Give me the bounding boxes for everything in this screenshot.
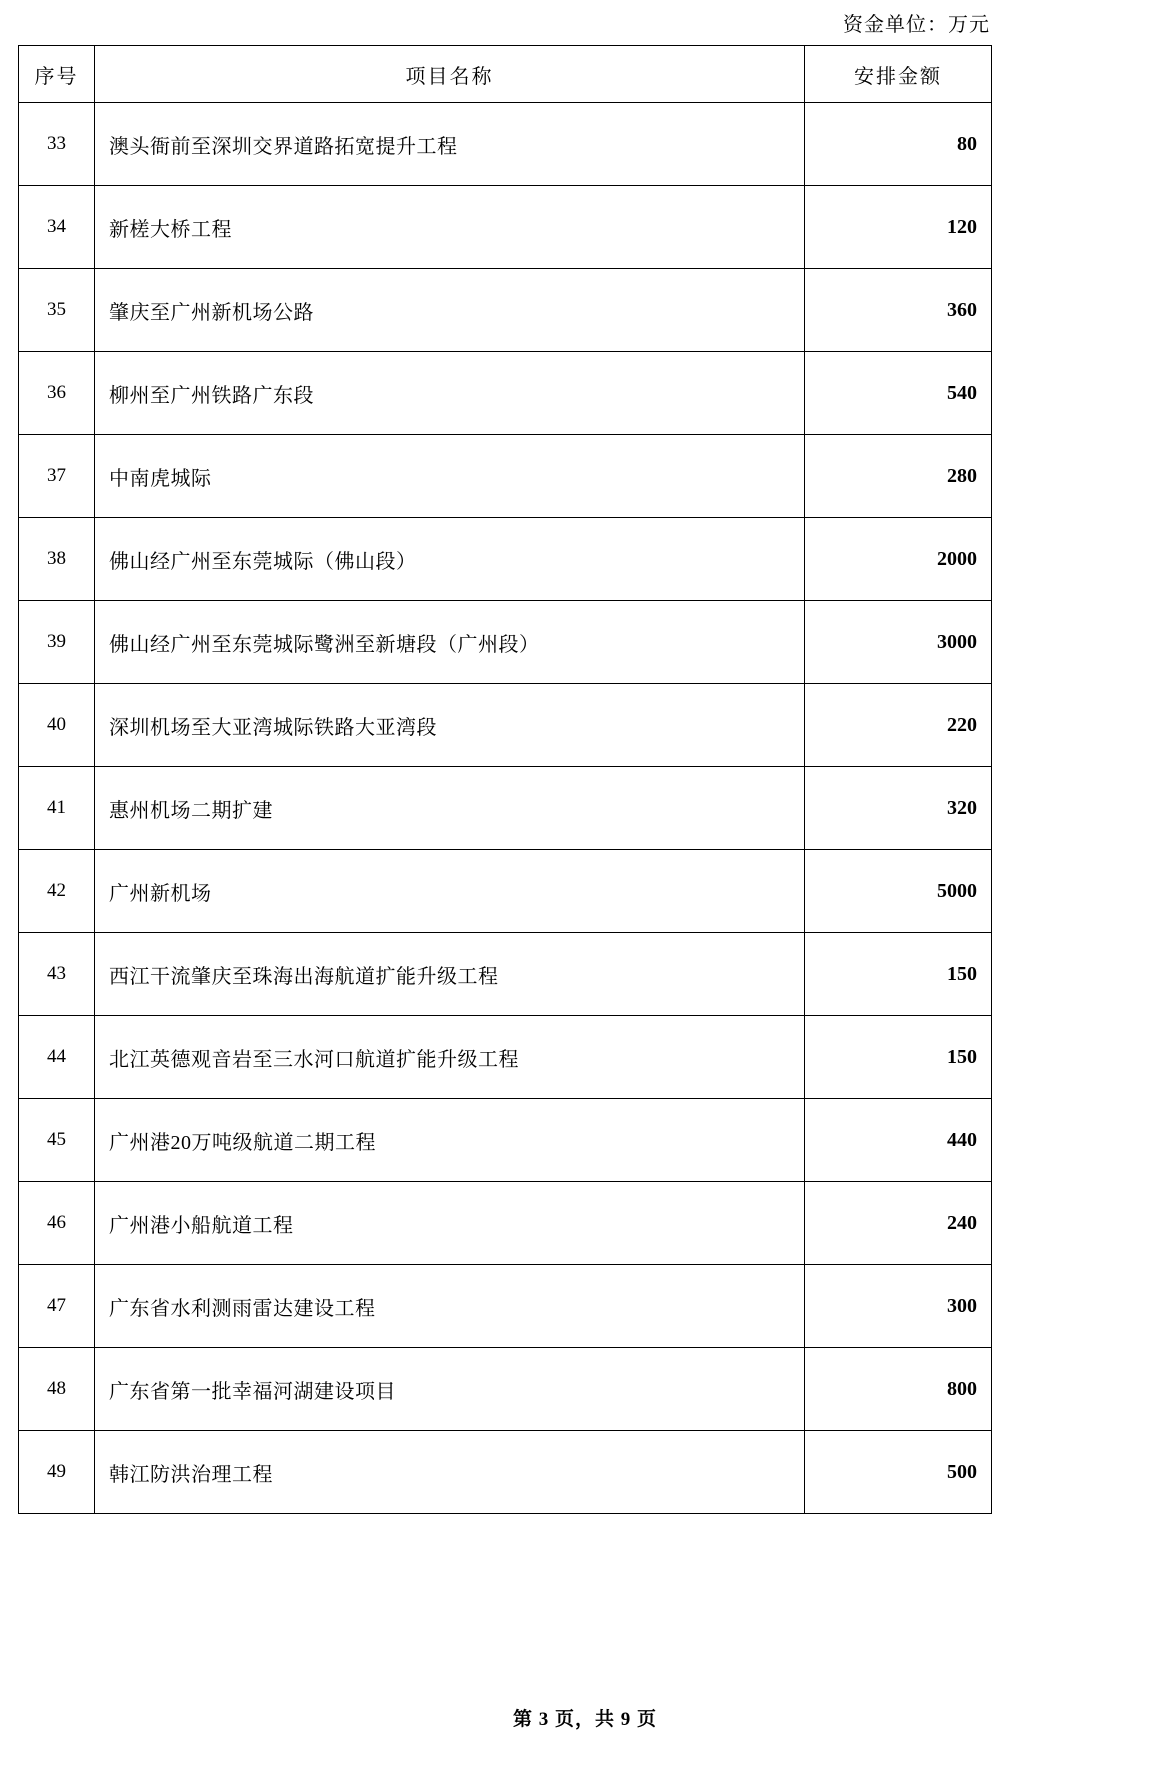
table-row <box>19 601 992 684</box>
column-header-name: 项目名称 <box>95 46 805 103</box>
cell-seq: 45 <box>19 1099 95 1182</box>
table-row <box>19 1348 992 1431</box>
cell-amount: 320 <box>805 767 992 850</box>
table-row <box>19 1016 992 1099</box>
cell-project-name: 惠州机场二期扩建 <box>95 767 805 850</box>
table-row <box>19 1182 992 1265</box>
column-header-amount: 安排金额 <box>805 46 992 103</box>
cell-amount: 500 <box>805 1431 992 1514</box>
table-header <box>19 46 992 103</box>
cell-project-name: 深圳机场至大亚湾城际铁路大亚湾段 <box>95 684 805 767</box>
cell-seq: 35 <box>19 269 95 352</box>
table-row <box>19 933 992 1016</box>
cell-project-name: 柳州至广州铁路广东段 <box>95 352 805 435</box>
cell-seq: 43 <box>19 933 95 1016</box>
table-row <box>19 850 992 933</box>
table-row <box>19 518 992 601</box>
cell-amount: 3000 <box>805 601 992 684</box>
cell-amount: 80 <box>805 103 992 186</box>
cell-amount: 360 <box>805 269 992 352</box>
cell-project-name: 广州港小船航道工程 <box>95 1182 805 1265</box>
cell-seq: 48 <box>19 1348 95 1431</box>
cell-project-name: 新槎大桥工程 <box>95 186 805 269</box>
cell-amount: 150 <box>805 933 992 1016</box>
table-body <box>19 103 992 1514</box>
cell-project-name: 佛山经广州至东莞城际（佛山段） <box>95 518 805 601</box>
project-funding-table <box>18 45 992 1514</box>
cell-amount: 240 <box>805 1182 992 1265</box>
table-row <box>19 1431 992 1514</box>
table-row <box>19 1265 992 1348</box>
cell-seq: 36 <box>19 352 95 435</box>
cell-seq: 41 <box>19 767 95 850</box>
cell-amount: 300 <box>805 1265 992 1348</box>
page-footer: 第 3 页，共 9 页 <box>512 1709 657 1730</box>
cell-project-name: 澳头衙前至深圳交界道路拓宽提升工程 <box>95 103 805 186</box>
column-header-seq: 序号 <box>19 46 95 103</box>
cell-seq: 39 <box>19 601 95 684</box>
table-row <box>19 435 992 518</box>
cell-project-name: 广州新机场 <box>95 850 805 933</box>
cell-seq: 47 <box>19 1265 95 1348</box>
table-row <box>19 352 992 435</box>
cell-amount: 220 <box>805 684 992 767</box>
cell-project-name: 肇庆至广州新机场公路 <box>95 269 805 352</box>
table-row <box>19 103 992 186</box>
cell-seq: 42 <box>19 850 95 933</box>
cell-seq: 40 <box>19 684 95 767</box>
cell-project-name: 北江英德观音岩至三水河口航道扩能升级工程 <box>95 1016 805 1099</box>
cell-seq: 38 <box>19 518 95 601</box>
fund-unit-note: 资金单位：万元 <box>843 14 990 36</box>
cell-amount: 280 <box>805 435 992 518</box>
cell-amount: 2000 <box>805 518 992 601</box>
cell-project-name: 西江干流肇庆至珠海出海航道扩能升级工程 <box>95 933 805 1016</box>
table-row <box>19 1099 992 1182</box>
cell-amount: 800 <box>805 1348 992 1431</box>
cell-project-name: 广东省水利测雨雷达建设工程 <box>95 1265 805 1348</box>
cell-project-name: 广州港20万吨级航道二期工程 <box>95 1099 805 1182</box>
cell-seq: 37 <box>19 435 95 518</box>
cell-amount: 440 <box>805 1099 992 1182</box>
cell-project-name: 中南虎城际 <box>95 435 805 518</box>
cell-amount: 120 <box>805 186 992 269</box>
cell-amount: 540 <box>805 352 992 435</box>
cell-amount: 150 <box>805 1016 992 1099</box>
cell-project-name: 佛山经广州至东莞城际鹭洲至新塘段（广州段） <box>95 601 805 684</box>
cell-seq: 33 <box>19 103 95 186</box>
table-row <box>19 186 992 269</box>
cell-project-name: 韩江防洪治理工程 <box>95 1431 805 1514</box>
table-header-row <box>19 46 992 103</box>
cell-seq: 44 <box>19 1016 95 1099</box>
table-row <box>19 269 992 352</box>
table-row <box>19 684 992 767</box>
cell-amount: 5000 <box>805 850 992 933</box>
table-row <box>19 767 992 850</box>
cell-project-name: 广东省第一批幸福河湖建设项目 <box>95 1348 805 1431</box>
cell-seq: 34 <box>19 186 95 269</box>
cell-seq: 49 <box>19 1431 95 1514</box>
cell-seq: 46 <box>19 1182 95 1265</box>
